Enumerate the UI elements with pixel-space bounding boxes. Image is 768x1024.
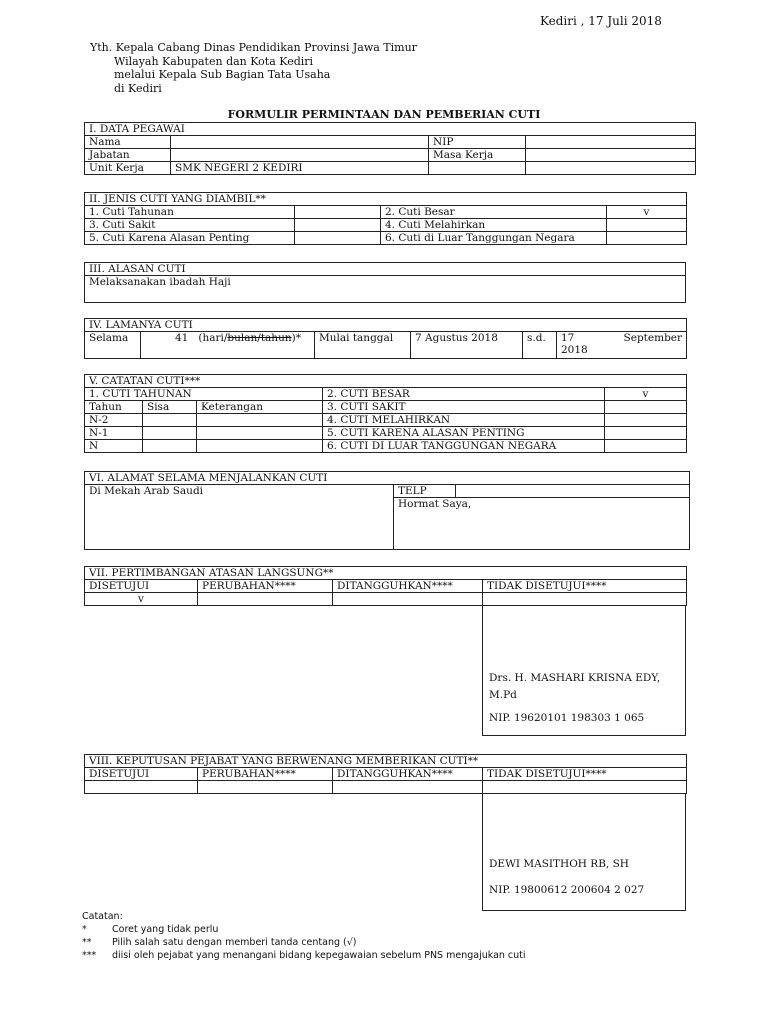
form-title: FORMULIR PERMINTAAN DAN PEMBERIAN CUTI <box>227 108 541 121</box>
signer-title: M.Pd <box>489 689 517 701</box>
signer-nip: NIP. 19800612 200604 2 027 <box>489 884 645 896</box>
col-sisa: Sisa <box>143 401 197 414</box>
end-month: September <box>623 332 683 344</box>
addressee-line: Yth. Kepala Cabang Dinas Pendidikan Provinsi Jawa Timur <box>90 41 417 54</box>
label-sd: s.d. <box>523 332 557 359</box>
leave-note-check[interactable]: v <box>605 388 687 401</box>
annual-leave-label: 1. CUTI TAHUNAN <box>85 388 323 401</box>
check-disetujui[interactable]: v <box>85 593 198 606</box>
field-telp[interactable] <box>456 485 690 498</box>
section-header: V. CATATAN CUTI*** <box>85 375 687 388</box>
check-perubahan[interactable] <box>198 593 333 606</box>
leave-type-item: 2. Cuti Besar <box>381 206 607 219</box>
signer-name: DEWI MASITHOH RB, SH <box>489 858 629 870</box>
col-ditangguhkan: DITANGGUHKAN**** <box>333 580 483 593</box>
field-address[interactable]: Di Mekah Arab Saudi <box>85 485 394 550</box>
signature-hormat: Hormat Saya, <box>394 498 690 550</box>
field-jabatan[interactable] <box>171 149 429 162</box>
place-date: Kediri , 17 Juli 2018 <box>540 14 662 28</box>
section-header: VII. PERTIMBANGAN ATASAN LANGSUNG** <box>85 567 687 580</box>
section-header: VI. ALAMAT SELAMA MENJALANKAN CUTI <box>85 472 690 485</box>
end-year: 2018 <box>561 344 588 356</box>
check-tidak-disetujui[interactable] <box>483 593 687 606</box>
section-data-pegawai <box>84 122 696 175</box>
signer-name: Drs. H. MASHARI KRISNA EDY, <box>489 672 661 684</box>
section-header: I. DATA PEGAWAI <box>85 123 696 136</box>
field-end-date[interactable] <box>557 332 687 359</box>
section-alamat <box>84 471 690 550</box>
check-disetujui[interactable] <box>85 781 198 794</box>
signature-box-pejabat <box>482 793 686 911</box>
section-header: VIII. KEPUTUSAN PEJABAT YANG BERWENANG MEMBERIKAN CUTI** <box>85 755 687 768</box>
label-jabatan: Jabatan <box>85 149 171 162</box>
check-ditangguhkan[interactable] <box>333 593 483 606</box>
leave-type-item: 4. Cuti Melahirkan <box>381 219 607 232</box>
label-nip: NIP <box>429 136 526 149</box>
addressee-block <box>90 41 417 95</box>
leave-note-check[interactable] <box>605 440 687 453</box>
leave-type-check[interactable]: v <box>607 206 687 219</box>
field-duration[interactable] <box>141 332 315 359</box>
field-masa-kerja[interactable] <box>526 149 696 162</box>
leave-note-item: 4. CUTI MELAHIRKAN <box>323 414 605 427</box>
unit-struck: bulan/tahun <box>227 332 292 344</box>
leave-type-item: 5. Cuti Karena Alasan Penting <box>85 232 295 245</box>
label-nama: Nama <box>85 136 171 149</box>
check-perubahan[interactable] <box>198 781 333 794</box>
leave-type-check[interactable] <box>295 232 381 245</box>
note-item: ** Pilih salah satu dengan memberi tanda centang (√) <box>82 937 357 948</box>
col-keterangan: Keterangan <box>197 401 323 414</box>
col-ditangguhkan: DITANGGUHKAN**** <box>333 768 483 781</box>
leave-type-item: 1. Cuti Tahunan <box>85 206 295 219</box>
leave-type-check[interactable] <box>295 219 381 232</box>
section-keputusan <box>84 754 687 794</box>
field-unit-kerja[interactable]: SMK NEGERI 2 KEDIRI <box>171 162 429 175</box>
section-lamanya-cuti <box>84 318 687 359</box>
year-row: N-1 <box>85 427 143 440</box>
end-day: 17 <box>561 332 575 344</box>
leave-note-check[interactable] <box>605 401 687 414</box>
unit-suffix: )* <box>291 332 301 344</box>
unit-prefix: (hari/ <box>198 332 228 344</box>
section-header: III. ALASAN CUTI <box>85 263 686 276</box>
leave-type-check[interactable] <box>607 232 687 245</box>
leave-note-item: 3. CUTI SAKIT <box>323 401 605 414</box>
leave-note-check[interactable] <box>605 414 687 427</box>
duration-value: 41 <box>175 332 189 344</box>
leave-type-check[interactable] <box>607 219 687 232</box>
label-masa-kerja: Masa Kerja <box>429 149 526 162</box>
field-nip[interactable] <box>526 136 696 149</box>
field-alasan-cuti[interactable]: Melaksanakan ibadah Haji <box>85 276 686 303</box>
signature-box-atasan <box>482 605 686 736</box>
leave-type-item: 3. Cuti Sakit <box>85 219 295 232</box>
section-catatan-cuti <box>84 374 687 453</box>
year-row: N-2 <box>85 414 143 427</box>
col-tahun: Tahun <box>85 401 143 414</box>
notes <box>82 910 526 962</box>
leave-note-check[interactable] <box>605 427 687 440</box>
check-tidak-disetujui[interactable] <box>483 781 687 794</box>
label-mulai: Mulai tanggal <box>315 332 411 359</box>
col-disetujui: DISETUJUI <box>85 768 198 781</box>
section-alasan-cuti <box>84 262 686 303</box>
col-perubahan: PERUBAHAN**** <box>198 768 333 781</box>
notes-title: Catatan: <box>82 911 123 922</box>
section-pertimbangan <box>84 566 687 606</box>
leave-note-item: 6. CUTI DI LUAR TANGGUNGAN NEGARA <box>323 440 605 453</box>
field-nama[interactable] <box>171 136 429 149</box>
label-selama: Selama <box>85 332 141 359</box>
section-jenis-cuti <box>84 192 687 245</box>
field-start-date[interactable]: 7 Agustus 2018 <box>411 332 523 359</box>
year-row: N <box>85 440 143 453</box>
leave-type-item: 6. Cuti di Luar Tanggungan Negara <box>381 232 607 245</box>
addressee-line: di Kediri <box>114 81 162 95</box>
check-ditangguhkan[interactable] <box>333 781 483 794</box>
note-item: * Coret yang tidak perlu <box>82 924 219 935</box>
section-header: II. JENIS CUTI YANG DIAMBIL** <box>85 193 687 206</box>
addressee-line: melalui Kepala Sub Bagian Tata Usaha <box>114 68 331 81</box>
leave-note-item: 5. CUTI KARENA ALASAN PENTING <box>323 427 605 440</box>
note-item: *** diisi oleh pejabat yang menangani bidang kepegawaian sebelum PNS mengajukan cuti <box>82 950 526 961</box>
label-unit-kerja: Unit Kerja <box>85 162 171 175</box>
col-tidak-disetujui: TIDAK DISETUJUI**** <box>483 768 687 781</box>
addressee-line: Wilayah Kabupaten dan Kota Kediri <box>114 54 314 68</box>
leave-type-check[interactable] <box>295 206 381 219</box>
col-tidak-disetujui: TIDAK DISETUJUI**** <box>483 580 687 593</box>
signer-nip: NIP. 19620101 198303 1 065 <box>489 712 645 724</box>
col-disetujui: DISETUJUI <box>85 580 198 593</box>
leave-note-item: 2. CUTI BESAR <box>323 388 605 401</box>
section-header: IV. LAMANYA CUTI <box>85 319 687 332</box>
col-perubahan: PERUBAHAN**** <box>198 580 333 593</box>
label-telp: TELP <box>394 485 456 498</box>
